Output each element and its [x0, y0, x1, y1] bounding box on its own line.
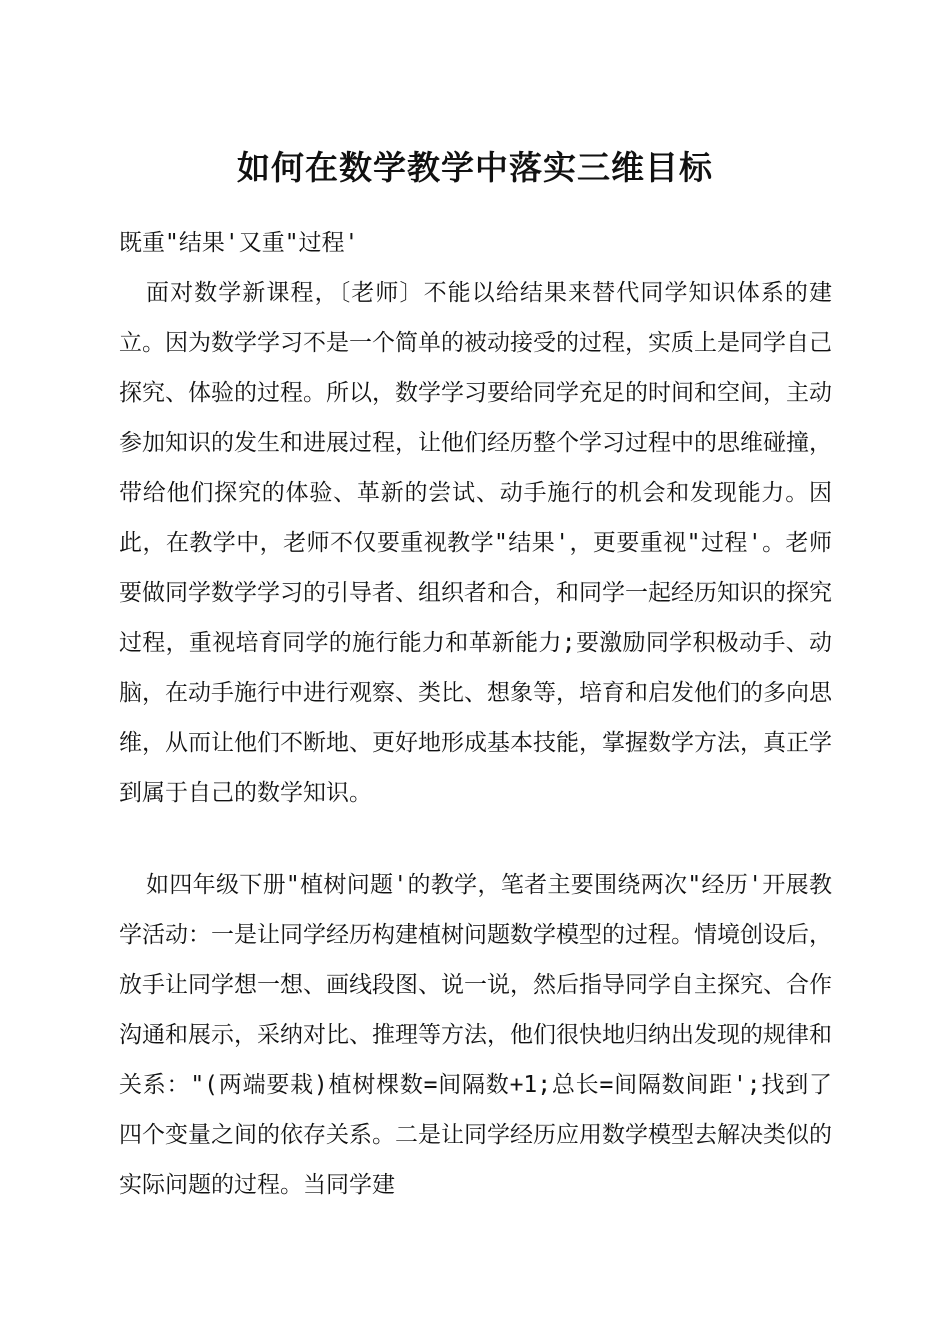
body-paragraph-1: 面对数学新课程，〔老师〕不能以给结果来替代同学知识体系的建立。因为数学学习不是一个简单的被动接受的过程，实质上是同学自己探究、体验的过程。所以，数学学习要给同学充足的时间和空间，主动参加知识的发生和进展过程，让他们经历整个学习过程中的思维碰撞，带给他们探究的体验、革新的尝试、动手施行的机会和发现能力。因此，在教学中，老师不仅要重视教学"结果'，更要重视"过程'。老师要做同学数学学习的引导者、组织者和合，和同学一起经历知识的探究过程，重视培育同学的施行能力和革新能力;要激励同学积极动手、动脑，在动手施行中进行观察、类比、想象等，培育和启发他们的多向思维，从而让他们不断地、更好地形成基本技能，掌握数学方法，真正学到属于自己的数学知识。: [119, 280, 832, 806]
body-paragraph-2: 如四年级下册"植树问题'的教学，笔者主要围绕两次"经历'开展教学活动：一是让同学经历构建植树问题数学模型的过程。情境创设后，放手让同学想一想、画线段图、说一说，然后指导同学自主探究、合作沟通和展示，采纳对比、推理等方法，他们很快地归纳出发现的规律和关系："(两端要栽)植树棵数=间隔数+1;总长=间隔数间距';找到了四个变量之间的依存关系。二是让同学经历应用数学模型去解决类似的实际问题的过程。当同学建: [119, 872, 832, 1198]
document-title: 如何在数学教学中落实三维目标: [237, 148, 713, 187]
section-subtitle: 既重"结果'又重"过程': [119, 230, 359, 256]
